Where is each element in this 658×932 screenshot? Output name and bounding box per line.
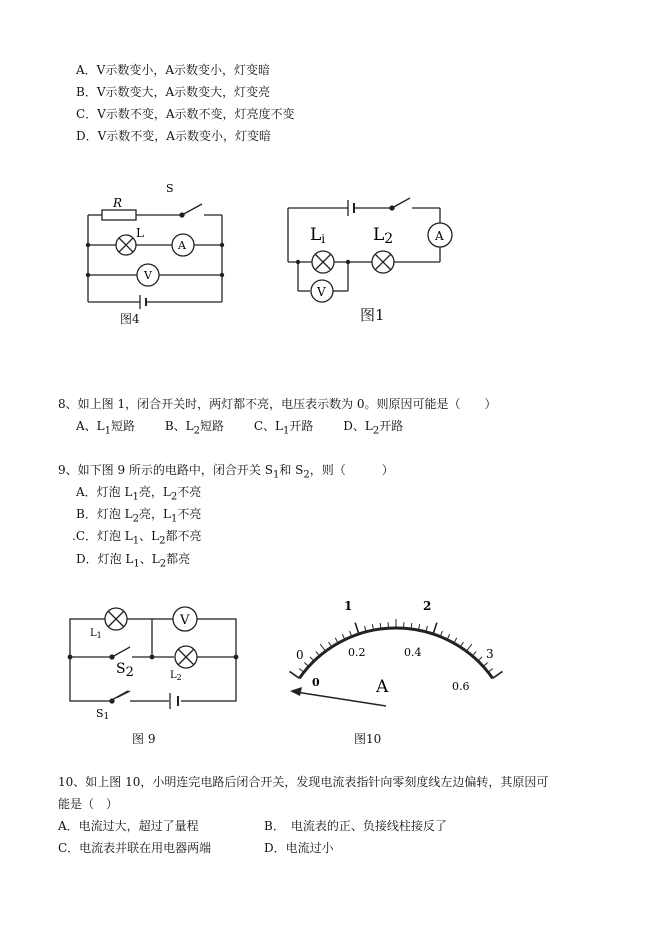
q7-option-a: A．V示数变小，A示数变小，灯变暗 — [76, 63, 270, 77]
fig9-label-l2: $L_2$ — [170, 670, 182, 682]
dial-tick — [299, 669, 304, 673]
q8-option-c: C、$L_1$开路 — [253, 419, 314, 437]
fig9-label-s1: S1 — [96, 707, 110, 722]
dial-tick — [472, 651, 476, 656]
q9-option-a: A．灯泡 $L_1$亮，$L_2$不亮 — [76, 485, 202, 503]
dial-unit-label: A — [376, 677, 389, 697]
q9-option-d: D．灯泡 $L_1$、$L_2$都亮 — [76, 552, 191, 570]
figure-4-circuit — [80, 180, 240, 330]
dial-upper-label-0: 0 — [296, 648, 304, 662]
q10-option-d: D．电流过小 — [264, 841, 334, 855]
q8-stem: 8、如上图 1，闭合开关时，两灯都不亮，电压表示数为 0。则原因可能是（ ） — [58, 397, 497, 411]
q10-option-c: C．电流表并联在用电器两端 — [58, 841, 212, 855]
fig9-label-s2: S2 — [116, 661, 134, 680]
q10-option-b: B． 电流表的正、负接线柱接反了 — [264, 819, 447, 833]
fig4-label-a: A — [178, 239, 186, 252]
fig1-label-v: V — [317, 285, 326, 299]
dial-lower-label-0-4: 0.4 — [404, 646, 422, 659]
fig1-label-a: A — [435, 229, 444, 243]
q8-option-d: D、$L_2$开路 — [343, 419, 404, 437]
fig4-label-s: S — [166, 182, 174, 195]
dial-arc — [299, 628, 492, 678]
dial-tick — [483, 662, 487, 666]
q8-option-a: A、$L_1$短路 — [76, 419, 136, 437]
q10-stem-line1: 10、如上图 10，小明连完电路后闭合开关，发现电流表指针向零刻度线左边偏转，其原因可 — [58, 775, 549, 789]
q8-option-b: B、$L_2$短路 — [164, 419, 225, 437]
dial-upper-label-3: 3 — [486, 647, 494, 661]
dial-upper-label-1: 1 — [344, 599, 353, 613]
resistor-symbol — [102, 210, 136, 220]
dial-lower-label-0: 0 — [312, 676, 320, 689]
fig9-caption: 图 9 — [132, 732, 156, 746]
figure-10-ammeter-dial — [276, 596, 516, 726]
q10-stem-line2: 能是（ ） — [58, 797, 119, 811]
dial-tick — [290, 671, 300, 678]
dial-upper-label-2: 2 — [423, 599, 432, 613]
dial-lower-label-0-6: 0.6 — [452, 680, 470, 693]
dial-tick — [493, 671, 503, 678]
fig4-caption: 图4 — [120, 312, 140, 326]
fig10-caption: 图10 — [354, 732, 382, 746]
dial-tick — [460, 642, 463, 647]
dial-tick — [310, 657, 314, 661]
q9-option-c: .C．灯泡 $L_1$、$L_2$都不亮 — [72, 529, 202, 547]
fig4-label-r: R — [113, 196, 123, 210]
q8-options — [76, 418, 429, 439]
fig1-label-l1: Li — [310, 225, 326, 246]
q10-option-a: A．电流过大，超过了量程 — [58, 819, 199, 833]
dial-tick — [304, 662, 308, 666]
dial-tick — [316, 651, 320, 656]
q7-option-c: C．V示数不变，A示数不变，灯亮度不变 — [76, 107, 295, 121]
q7-option-b: B．V示数变大，A示数变大，灯变亮 — [76, 85, 271, 99]
dial-lower-label-0-2: 0.2 — [348, 646, 366, 659]
fig1-caption: 图1 — [360, 306, 385, 324]
fig4-label-v: V — [144, 269, 152, 282]
q9-option-b: B．灯泡 $L_2$亮，$L_1$不亮 — [76, 507, 202, 525]
fig9-label-v: V — [180, 613, 190, 628]
dial-tick — [466, 644, 471, 651]
q7-option-d: D．V示数不变，A示数变小，灯变暗 — [76, 129, 271, 143]
q9-stem: 9、如下图 9 所示的电路中，闭合开关 $S_1$和 $S_2$，则（ ） — [58, 463, 394, 481]
fig1-label-l2: L2 — [373, 225, 394, 247]
dial-pointer — [290, 687, 386, 706]
fig9-label-l1: $L_1$ — [90, 628, 102, 640]
dial-tick — [433, 623, 437, 634]
dial-tick — [478, 657, 482, 661]
figure-9-circuit — [66, 605, 246, 725]
dial-tick — [328, 642, 331, 647]
dial-tick — [355, 623, 359, 634]
fig4-label-l: L — [136, 226, 144, 240]
dial-tick — [488, 669, 493, 673]
dial-tick — [320, 644, 325, 651]
